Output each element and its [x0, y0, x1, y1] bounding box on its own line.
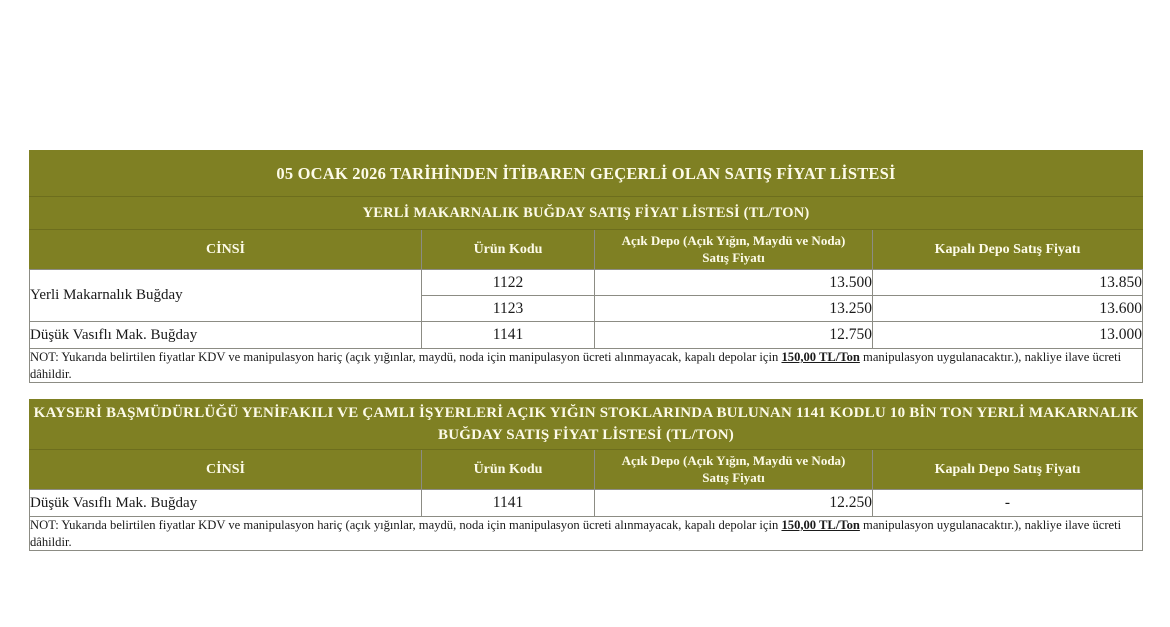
column-header-acik-depo	[595, 230, 873, 270]
table-one-column-header-row	[30, 230, 1143, 270]
column-header-urun-kodu: Ürün Kodu	[422, 230, 595, 270]
table-row	[30, 322, 1143, 349]
cell-urun-kodu: 1122	[422, 270, 595, 296]
column-header-kapali-depo: Kapalı Depo Satış Fiyatı	[873, 450, 1143, 490]
table-row	[30, 490, 1143, 517]
table-two-note-row	[30, 517, 1143, 551]
acik-depo-line-2: Satış Fiyatı	[702, 249, 765, 265]
acik-depo-line-2: Satış Fiyatı	[702, 469, 765, 485]
cell-acik-depo-fiyat: 12.250	[595, 490, 873, 517]
cell-acik-depo-fiyat: 13.250	[595, 296, 873, 322]
table-two-note	[30, 517, 1143, 551]
table-two-column-header-row	[30, 450, 1143, 490]
cell-urun-kodu: 1141	[422, 490, 595, 517]
cell-kapali-depo-fiyat: -	[873, 490, 1143, 517]
cell-cinsi: Düşük Vasıflı Mak. Buğday	[30, 322, 422, 349]
table-two-title-line-2: MAKARNALIK BUĞDAY SATIŞ FİYAT LİSTESİ (TL/TON)	[438, 404, 1139, 443]
column-header-cinsi: CİNSİ	[30, 450, 422, 490]
column-header-acik-depo	[595, 450, 873, 490]
cell-kapali-depo-fiyat: 13.600	[873, 296, 1143, 322]
note-text-part-2: manipulasyon uygulanacaktır.), nakliye ilave ücreti dâhildir.	[30, 518, 1122, 549]
column-header-urun-kodu: Ürün Kodu	[422, 450, 595, 490]
cell-kapali-depo-fiyat: 13.850	[873, 270, 1143, 296]
table-one-title-row	[30, 151, 1143, 197]
cell-cinsi: Düşük Vasıflı Mak. Buğday	[30, 490, 422, 517]
cell-acik-depo-fiyat: 12.750	[595, 322, 873, 349]
table-two-title-line-1: KAYSERİ BAŞMÜDÜRLÜĞÜ YENİFAKILI VE ÇAMLI İŞYERLERİ AÇIK YIĞIN STOKLARINDA BULUNAN 1141 KODLU 10 BİN TON YERLİ	[33, 404, 1025, 421]
table-row	[30, 270, 1143, 296]
cell-urun-kodu: 1141	[422, 322, 595, 349]
cell-kapali-depo-fiyat: 13.000	[873, 322, 1143, 349]
column-header-kapali-depo: Kapalı Depo Satış Fiyatı	[873, 230, 1143, 270]
table-two-title	[30, 400, 1143, 450]
cell-acik-depo-fiyat: 13.500	[595, 270, 873, 296]
column-header-cinsi: CİNSİ	[30, 230, 422, 270]
acik-depo-line-1: Açık Depo (Açık Yığın, Maydü ve Noda)	[621, 233, 846, 249]
cell-urun-kodu: 1123	[422, 296, 595, 322]
table-one-note	[30, 349, 1143, 383]
kayseri-basmudurlugu-price-table	[29, 399, 1143, 551]
table-one-note-row	[30, 349, 1143, 383]
note-highlight-amount: 150,00 TL/Ton	[781, 518, 860, 532]
table-one-subtitle-row	[30, 197, 1143, 230]
yerli-makarnalik-bugday-price-table	[29, 150, 1143, 383]
table-two-title-row	[30, 400, 1143, 450]
note-text-part-1: NOT: Yukarıda belirtilen fiyatlar KDV ve manipulasyon hariç (açık yığınlar, maydü, noda için manipulasyon ücreti alınmayacak, kapalı depolar için	[30, 350, 782, 364]
table-one-title: 05 OCAK 2026 TARİHİNDEN İTİBAREN GEÇERLİ OLAN SATIŞ FİYAT LİSTESİ	[30, 151, 1143, 197]
table-one-subtitle: YERLİ MAKARNALIK BUĞDAY SATIŞ FİYAT LİSTESİ (TL/TON)	[30, 197, 1143, 230]
cell-cinsi: Yerli Makarnalık Buğday	[30, 270, 422, 322]
note-text-part-2: manipulasyon uygulanacaktır.), nakliye ilave ücreti dâhildir.	[30, 350, 1122, 381]
note-text-part-1: NOT: Yukarıda belirtilen fiyatlar KDV ve manipulasyon hariç (açık yığınlar, maydü, noda için manipulasyon ücreti alınmayacak, kapalı depolar için	[30, 518, 782, 532]
note-highlight-amount: 150,00 TL/Ton	[781, 350, 860, 364]
acik-depo-line-1: Açık Depo (Açık Yığın, Maydü ve Noda)	[621, 453, 846, 469]
